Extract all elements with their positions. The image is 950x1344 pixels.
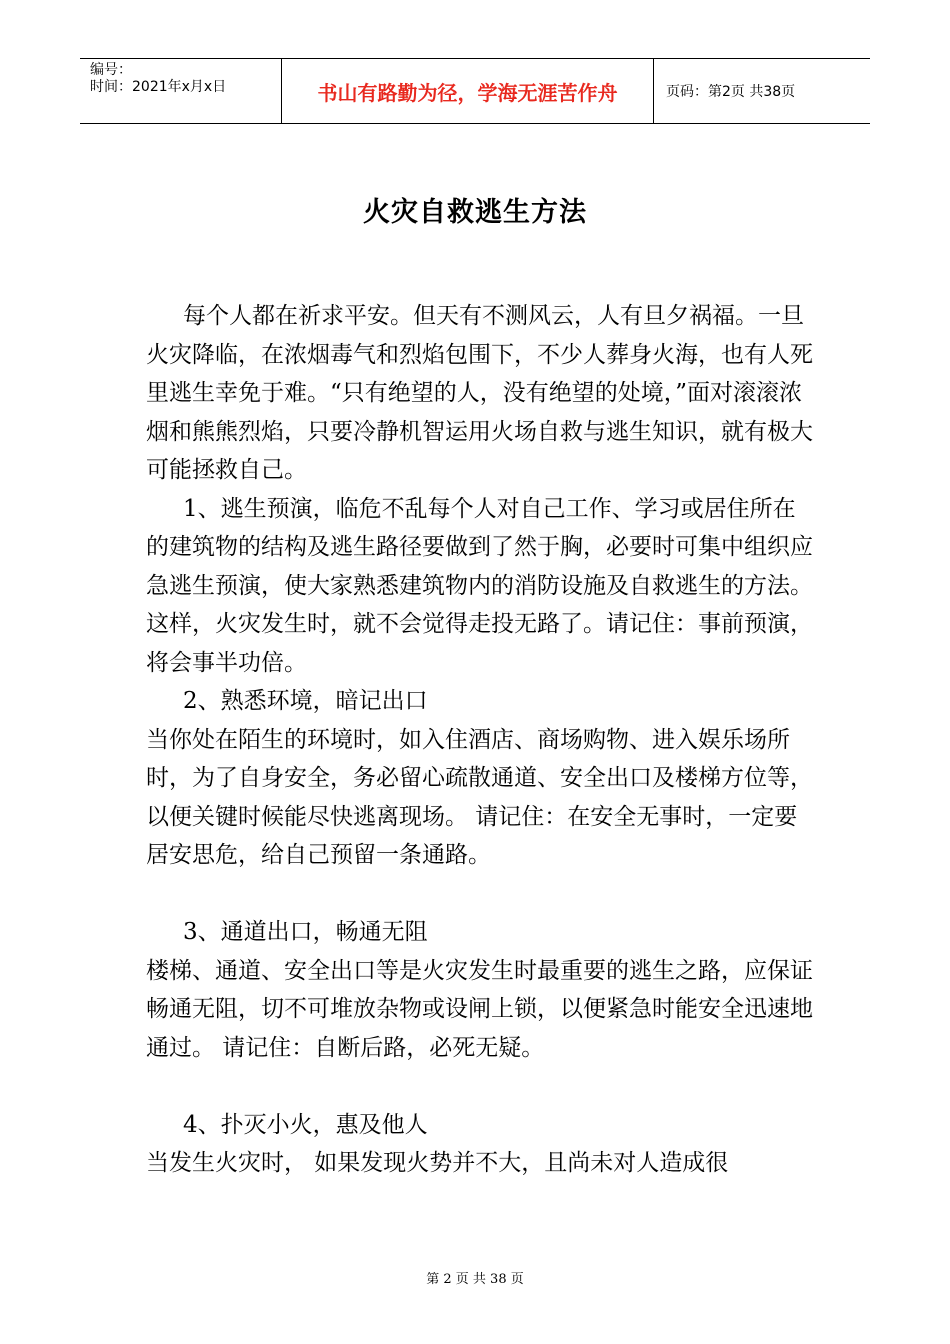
intro-paragraph: 每个人都在祈求平安。但天有不测风云，人有旦夕祸福。一旦火灾降临，在浓烟毒气和烈焰包围下，不少人葬身火海，也有人死里逃生幸免于难。“只有绝望的人，没有绝望的处境，”面对滚滚浓烟和熊熊烈焰，只要冷静机智运用火场自救与逃生知识，就有极大可能拯救自己。 [146,303,813,483]
section-3-paragraph: 楼梯、通道、安全出口等是火灾发生时最重要的逃生之路，应保证畅通无阻，切不可堆放杂物或设闸上锁，以便紧急时能安全迅速地通过。 请记住：自断后路，必死无疑。 [146,957,813,1061]
document-body [146,297,816,1183]
document-time-label: 时间：2021年x月x日 [90,79,227,95]
section-3-heading: 3、通道出口，畅通无阻 [183,919,428,945]
document-number-label: 编号： [90,62,132,78]
spacer [146,1067,816,1106]
header-meta-cell [80,59,282,123]
page-footer: 第 2 页 共 38 页 [426,1272,524,1287]
document-header [80,58,870,124]
section-2-heading: 2、熟悉环境，暗记出口 [183,688,428,714]
header-motto: 书山有路勤为径，学海无涯苦作舟 [282,59,654,123]
spacer [146,875,816,914]
document-title: 火灾自救逃生方法 [363,197,587,228]
section-4-heading: 4、扑灭小火，惠及他人 [183,1111,428,1138]
section-4-paragraph: 当发生火灾时， 如果发现火势并不大，且尚未对人造成很 [146,1150,729,1176]
section-2-paragraph: 当你处在陌生的环境时，如入住酒店、商场购物、进入娱乐场所时，为了自身安全，务必留心疏散通道、安全出口及楼梯方位等，以便关键时候能尽快逃离现场。 请记住：在安全无事时，一定要居安思危，给自己预留一条通路。 [146,726,813,868]
section-1-paragraph: 1、逃生预演，临危不乱每个人对自己工作、学习或居住所在的建筑物的结构及逃生路径要做到了然于胸，必要时可集中组织应急逃生预演，使大家熟悉建筑物内的消防设施及自救逃生的方法。这样，火灾发生时，就不会觉得走投无路了。请记住：事前预演，将会事半功倍。 [146,495,813,676]
header-page-info: 页码：第2页 共38页 [666,84,796,100]
